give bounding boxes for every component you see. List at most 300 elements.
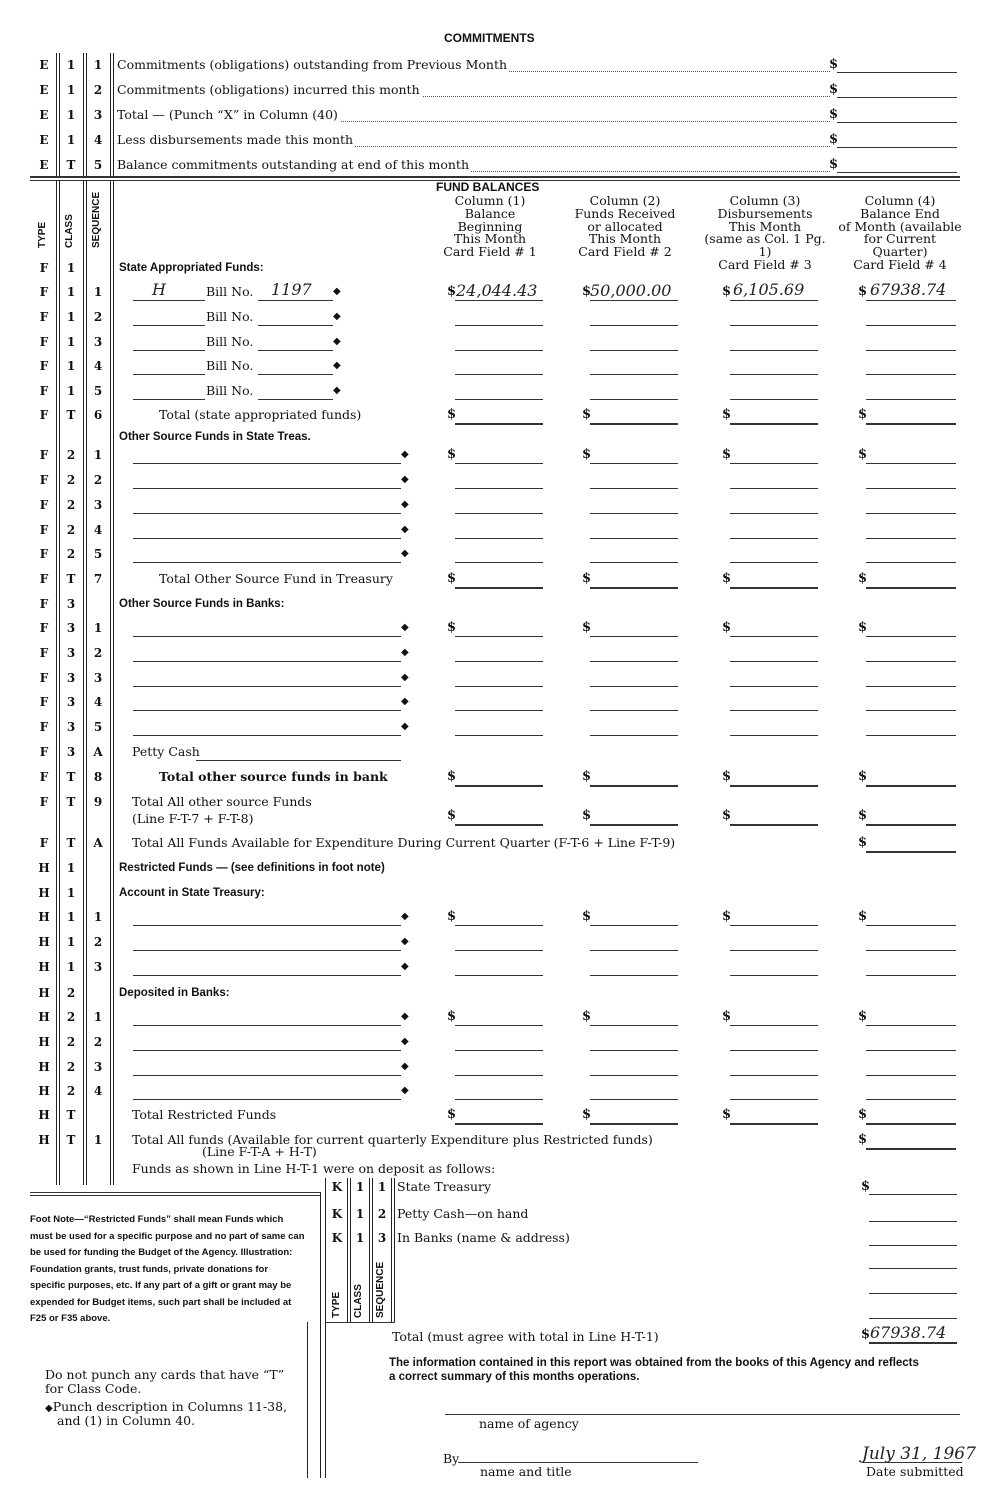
dollar-sign: $ — [858, 1009, 868, 1024]
handwritten-date: July 31, 1967 — [862, 1444, 976, 1464]
type-code: F — [39, 745, 49, 759]
certification-2: a correct summary of this months operations. — [389, 1371, 640, 1383]
description-line — [133, 710, 401, 711]
dollar-sign: $ — [829, 82, 839, 97]
dollar-sign: $ — [582, 284, 592, 299]
class-code: T — [66, 158, 76, 172]
type-code: H — [38, 935, 50, 949]
dollar-sign: $ — [447, 769, 457, 784]
sequence-code: 1 — [93, 1133, 103, 1147]
code-divider — [110, 53, 111, 178]
dollar-sign: $ — [447, 407, 457, 422]
class-code: 2 — [66, 1010, 76, 1024]
sequence-code: 3 — [93, 108, 103, 122]
line-ht1-sub: (Line F-T-A + H-T) — [202, 1144, 317, 1159]
class-code: 1 — [66, 285, 76, 299]
type-code: F — [39, 720, 49, 734]
bill-prefix-line — [133, 374, 205, 375]
sequence-code: 8 — [93, 770, 103, 784]
column-header-line: of Month (available — [838, 218, 962, 234]
amount-line — [869, 1245, 957, 1246]
handwritten-col1: 24,044.43 — [456, 281, 538, 300]
class-code: 3 — [66, 621, 76, 635]
dollar-sign: $ — [447, 1009, 457, 1024]
dollar-sign: $ — [722, 1009, 732, 1024]
blank-line — [869, 1268, 957, 1269]
dollar-sign: $ — [447, 1107, 457, 1122]
amount-line — [866, 851, 956, 853]
amount-line — [869, 1194, 957, 1195]
class-code: 1 — [66, 83, 76, 97]
amount-line — [730, 374, 818, 375]
amount-line — [866, 1148, 956, 1150]
class-code: 3 — [66, 720, 76, 734]
type-code: H — [38, 1133, 50, 1147]
class-code: 1 — [66, 335, 76, 349]
amount-line — [866, 686, 956, 687]
code-divider — [110, 180, 111, 1185]
class-code: 1 — [66, 910, 76, 924]
dollar-sign: $ — [447, 909, 457, 924]
type-code: F — [39, 261, 49, 275]
amount-line — [590, 1075, 678, 1076]
type-code: H — [38, 1060, 50, 1074]
class-code: 2 — [66, 986, 76, 1000]
description-line — [133, 513, 401, 514]
amount-line — [730, 513, 818, 514]
dollar-sign: $ — [447, 447, 457, 462]
sequence-code: 4 — [93, 359, 103, 373]
amount-line — [590, 1025, 678, 1026]
dollar-sign: $ — [447, 808, 457, 823]
class-code: 2 — [66, 1060, 76, 1074]
type-code: E — [39, 108, 49, 122]
amount-line — [455, 1050, 543, 1051]
type-code: H — [38, 910, 50, 924]
amount-line — [866, 710, 956, 711]
bill-number-line — [258, 350, 333, 351]
amount-line — [730, 1123, 818, 1125]
dollar-sign: $ — [858, 1107, 868, 1122]
amount-line — [866, 785, 956, 787]
column-header-line: Funds Received — [574, 205, 676, 221]
section-heading: Account in State Treasury: — [119, 887, 265, 899]
amount-line — [590, 1123, 678, 1125]
amount-line — [590, 925, 678, 926]
bill-prefix-line — [133, 325, 205, 326]
amount-line — [866, 950, 956, 951]
amount-line — [866, 1123, 956, 1125]
amount-line — [730, 423, 818, 425]
amount-line — [837, 72, 957, 73]
amount-line — [837, 97, 957, 98]
dollar-sign: $ — [858, 808, 868, 823]
description-line — [133, 975, 401, 976]
description-line — [133, 1075, 401, 1076]
dollar-sign: $ — [582, 909, 592, 924]
agency-line — [445, 1414, 960, 1415]
class-code: 1 — [66, 58, 76, 72]
description-line — [133, 1050, 401, 1051]
amount-line — [455, 1123, 543, 1125]
amount-line — [730, 710, 818, 711]
code-divider — [86, 53, 87, 178]
amount-line — [590, 538, 678, 539]
total-label: Total other source funds in bank — [159, 769, 388, 784]
code-divider — [113, 53, 114, 178]
sequence-code: 2 — [93, 83, 103, 97]
footnote-border — [320, 1192, 321, 1478]
type-code: H — [38, 1084, 50, 1098]
bill-label: Bill No. — [206, 334, 254, 349]
type-code: H — [38, 960, 50, 974]
class-code: 1 — [66, 861, 76, 875]
amount-line — [837, 122, 957, 123]
dollar-sign: $ — [858, 1132, 868, 1147]
amount-line — [730, 636, 818, 637]
section-heading: Deposited in Banks: — [119, 987, 230, 999]
name-of-agency: name of agency — [479, 1416, 579, 1431]
type-header: TYPE — [37, 221, 48, 248]
amount-line — [590, 636, 678, 637]
type-code: F — [39, 335, 49, 349]
sequence-code: 4 — [93, 695, 103, 709]
type-code: H — [38, 986, 50, 1000]
bill-label: Bill No. — [206, 284, 254, 299]
amount-line — [730, 488, 818, 489]
sequence-code: 4 — [93, 523, 103, 537]
star-icon: ◆ — [401, 672, 409, 683]
sequence-code: 3 — [93, 335, 103, 349]
dollar-sign: $ — [829, 57, 839, 72]
column-header-line: Column (4) — [864, 193, 936, 208]
class-code: T — [66, 795, 76, 809]
total-label: Total Restricted Funds — [132, 1107, 277, 1122]
amount-line — [730, 661, 818, 662]
amount-line — [455, 1025, 543, 1026]
total-label: Total Other Source Fund in Treasury — [159, 571, 393, 586]
class-code: 2 — [66, 523, 76, 537]
class-header: CLASS — [64, 214, 75, 248]
sequence-code: 3 — [93, 498, 103, 512]
column-header-1 — [425, 195, 555, 259]
certification: The information contained in this report was obtained from the books of this Agency and reflects — [389, 1357, 919, 1369]
class-code: 1 — [66, 108, 76, 122]
amount-line — [866, 1050, 956, 1051]
class-code: 3 — [66, 745, 76, 759]
type-code: F — [39, 836, 49, 850]
star-icon: ◆ — [333, 360, 341, 371]
box-divider — [369, 1178, 370, 1322]
amount-line — [590, 686, 678, 687]
amount-line — [590, 824, 678, 826]
sequence-code: 7 — [93, 572, 103, 586]
star-icon: ◆ — [401, 936, 409, 947]
dollar-sign: $ — [447, 571, 457, 586]
sequence-code: 4 — [93, 133, 103, 147]
column-header-line: Balance — [464, 205, 516, 221]
sequence-code: 2 — [93, 310, 103, 324]
dollar-sign: $ — [722, 1107, 732, 1122]
dollar-sign: $ — [858, 447, 868, 462]
class-code: 1 — [355, 1180, 365, 1194]
column-header-line: Card Field # 3 — [718, 256, 812, 272]
column-header-line: Column (1) — [454, 193, 526, 208]
amount-line — [837, 147, 957, 148]
sequence-code: 1 — [93, 621, 103, 635]
sequence-code: 4 — [93, 1084, 103, 1098]
sequence-code: 1 — [93, 910, 103, 924]
dollar-sign: $ — [858, 620, 868, 635]
code-divider — [56, 180, 57, 1185]
amount-line — [730, 325, 818, 326]
type-code: F — [39, 473, 49, 487]
amount-line — [590, 562, 678, 563]
type-code: F — [39, 671, 49, 685]
type-code: H — [38, 886, 50, 900]
amount-line — [866, 538, 956, 539]
sequence-code: 1 — [377, 1180, 387, 1194]
sequence-code: 2 — [93, 935, 103, 949]
dollar-sign: $ — [582, 1009, 592, 1024]
type-code: F — [39, 547, 49, 561]
star-icon: ◆ — [401, 721, 409, 732]
total-label: Total All funds (Available for current quarterly Expenditure plus Restricted funds) — [132, 1132, 653, 1147]
description-line — [133, 488, 401, 489]
amount-line — [590, 399, 678, 400]
amount-line — [455, 925, 543, 926]
amount-line — [730, 1025, 818, 1026]
dollar-sign: $ — [722, 407, 732, 422]
class-code: T — [66, 770, 76, 784]
amount-line — [455, 735, 543, 736]
sequence-code: 2 — [93, 1035, 103, 1049]
deposit-type-header: TYPE — [331, 1291, 342, 1318]
amount-line — [455, 1075, 543, 1076]
class-code: 2 — [66, 1084, 76, 1098]
class-code: 2 — [66, 547, 76, 561]
type-code: E — [39, 58, 49, 72]
star-icon: ◆ — [401, 696, 409, 707]
amount-line — [866, 562, 956, 563]
section-heading: State Appropriated Funds: — [119, 262, 264, 274]
total-must-agree: Total (must agree with total in Line H-T-1) — [392, 1329, 659, 1344]
amount-line — [455, 975, 543, 976]
type-code: K — [331, 1231, 343, 1245]
bill-prefix-line — [133, 300, 205, 301]
divider — [30, 176, 960, 178]
sequence-code: 3 — [93, 960, 103, 974]
amount-line — [590, 785, 678, 787]
amount-line — [730, 925, 818, 926]
class-code: 3 — [66, 597, 76, 611]
amount-line — [455, 423, 543, 425]
dollar-sign: $ — [722, 808, 732, 823]
blank-line — [869, 1293, 957, 1294]
amount-line — [869, 1221, 957, 1222]
type-code: F — [39, 448, 49, 462]
box-divider — [350, 1178, 351, 1322]
dollar-sign: $ — [722, 447, 732, 462]
box-divider — [325, 1322, 395, 1323]
class-code: 1 — [66, 359, 76, 373]
amount-line — [866, 1099, 956, 1100]
code-divider — [113, 180, 114, 1185]
amount-line — [455, 661, 543, 662]
commitment-label: Commitments (obligations) incurred this month — [117, 82, 420, 97]
dollar-sign: $ — [722, 571, 732, 586]
column-header-line: This Month — [453, 231, 527, 247]
amount-line — [590, 463, 678, 464]
dollar-sign: $ — [722, 620, 732, 635]
code-divider — [59, 180, 60, 1185]
type-code: F — [39, 523, 49, 537]
dollar-sign: $ — [858, 769, 868, 784]
amount-line — [866, 350, 956, 351]
amount-line — [730, 824, 818, 826]
type-code: H — [38, 1108, 50, 1122]
class-code: 1 — [66, 133, 76, 147]
blank-line — [869, 1318, 957, 1319]
date-line — [862, 1462, 962, 1463]
column-header-3 — [700, 195, 830, 272]
type-code: F — [39, 384, 49, 398]
amount-line — [590, 1099, 678, 1100]
sequence-header: SEQUENCE — [91, 191, 102, 248]
column-header-line: Column (3) — [729, 193, 801, 208]
type-code: H — [38, 1010, 50, 1024]
amount-line — [455, 463, 543, 464]
amount-line — [590, 488, 678, 489]
type-code: F — [39, 770, 49, 784]
type-code: E — [39, 83, 49, 97]
type-code: F — [39, 285, 49, 299]
star-icon: ◆ — [333, 286, 341, 297]
star-icon: ◆ — [333, 311, 341, 322]
amount-line — [866, 1025, 956, 1026]
column-header-line: Disbursements — [717, 205, 813, 221]
code-divider — [83, 53, 84, 178]
class-code: 2 — [66, 1035, 76, 1049]
sequence-code: A — [93, 745, 103, 759]
sequence-code: 1 — [93, 285, 103, 299]
description-line — [133, 538, 401, 539]
deposit-label: In Banks (name & address) — [397, 1230, 570, 1245]
amount-line — [730, 463, 818, 464]
amount-line — [455, 824, 543, 826]
type-code: F — [39, 572, 49, 586]
sequence-code: 2 — [377, 1207, 387, 1221]
section-heading: Restricted Funds — (see definitions in foot note) — [119, 862, 385, 874]
column-header-line: (same as Col. 1 Pg. 1) — [704, 231, 826, 260]
column-header-line: Balance End — [860, 205, 940, 221]
amount-line — [590, 513, 678, 514]
type-code: K — [331, 1207, 343, 1221]
column-header-line: This Month — [588, 231, 662, 247]
sequence-code: 2 — [93, 473, 103, 487]
amount-line — [866, 824, 956, 826]
class-code: T — [66, 408, 76, 422]
amount-line — [455, 374, 543, 375]
column-header-line: This Month — [728, 218, 802, 234]
amount-line — [455, 488, 543, 489]
deposit-intro: Funds as shown in Line H-T-1 were on deposit as follows: — [132, 1161, 496, 1176]
note-punch-line2: and (1) in Column 40. — [57, 1413, 196, 1428]
dollar-sign: $ — [722, 284, 732, 299]
type-code: F — [39, 498, 49, 512]
type-code: K — [331, 1180, 343, 1194]
box-divider — [391, 1178, 392, 1322]
bill-number-line — [258, 325, 333, 326]
signature-line — [458, 1462, 698, 1463]
amount-line — [730, 735, 818, 736]
dollar-sign: $ — [858, 571, 868, 586]
amount-line — [455, 300, 543, 301]
column-header-line: for Current Quarter) — [863, 231, 937, 260]
dollar-sign: $ — [582, 407, 592, 422]
box-divider — [394, 1178, 395, 1322]
dollar-sign: $ — [858, 407, 868, 422]
type-code: H — [38, 861, 50, 875]
dollar-sign: $ — [722, 769, 732, 784]
description-line — [133, 686, 401, 687]
type-code: E — [39, 158, 49, 172]
amount-line — [866, 735, 956, 736]
star-icon: ◆ — [401, 1036, 409, 1047]
type-code: F — [39, 621, 49, 635]
dollar-sign: $ — [582, 571, 592, 586]
star-icon: ◆ — [401, 622, 409, 633]
bill-label: Bill No. — [206, 383, 254, 398]
column-header-line: Card Field # 1 — [443, 244, 537, 260]
amount-line — [590, 374, 678, 375]
name-and-title: name and title — [480, 1464, 572, 1479]
description-line — [133, 562, 401, 563]
type-code: F — [39, 795, 49, 809]
amount-line — [455, 325, 543, 326]
column-header-line: Beginning — [457, 218, 523, 234]
amount-line — [730, 538, 818, 539]
amount-line — [455, 587, 543, 589]
code-divider — [86, 180, 87, 1185]
section-heading: Other Source Funds in Banks: — [119, 598, 285, 610]
sequence-code: 3 — [93, 671, 103, 685]
code-divider — [83, 180, 84, 1185]
amount-line — [455, 399, 543, 400]
sequence-code: 1 — [93, 58, 103, 72]
amount-line — [455, 562, 543, 563]
column-header-line: Card Field # 2 — [578, 244, 672, 260]
amount-line — [866, 925, 956, 926]
sequence-code: 5 — [93, 547, 103, 561]
amount-line — [866, 300, 956, 301]
amount-line — [866, 636, 956, 637]
footnote-border — [30, 1192, 320, 1193]
note-no-punch: Do not punch any cards that have “T” for Class Code. — [45, 1367, 285, 1396]
commitment-label: Total — (Punch “X” in Column (40) — [117, 107, 338, 122]
class-code: 3 — [66, 671, 76, 685]
description-line — [133, 463, 401, 464]
handwritten-bill-no: 1197 — [271, 280, 312, 299]
deposit-label: State Treasury — [397, 1179, 492, 1194]
dollar-sign: $ — [582, 808, 592, 823]
amount-line — [730, 1099, 818, 1100]
dollar-sign: $ — [858, 284, 868, 299]
amount-line — [730, 1050, 818, 1051]
class-code: 3 — [66, 695, 76, 709]
petty-cash-label: Petty Cash — [132, 744, 200, 759]
amount-line — [455, 950, 543, 951]
